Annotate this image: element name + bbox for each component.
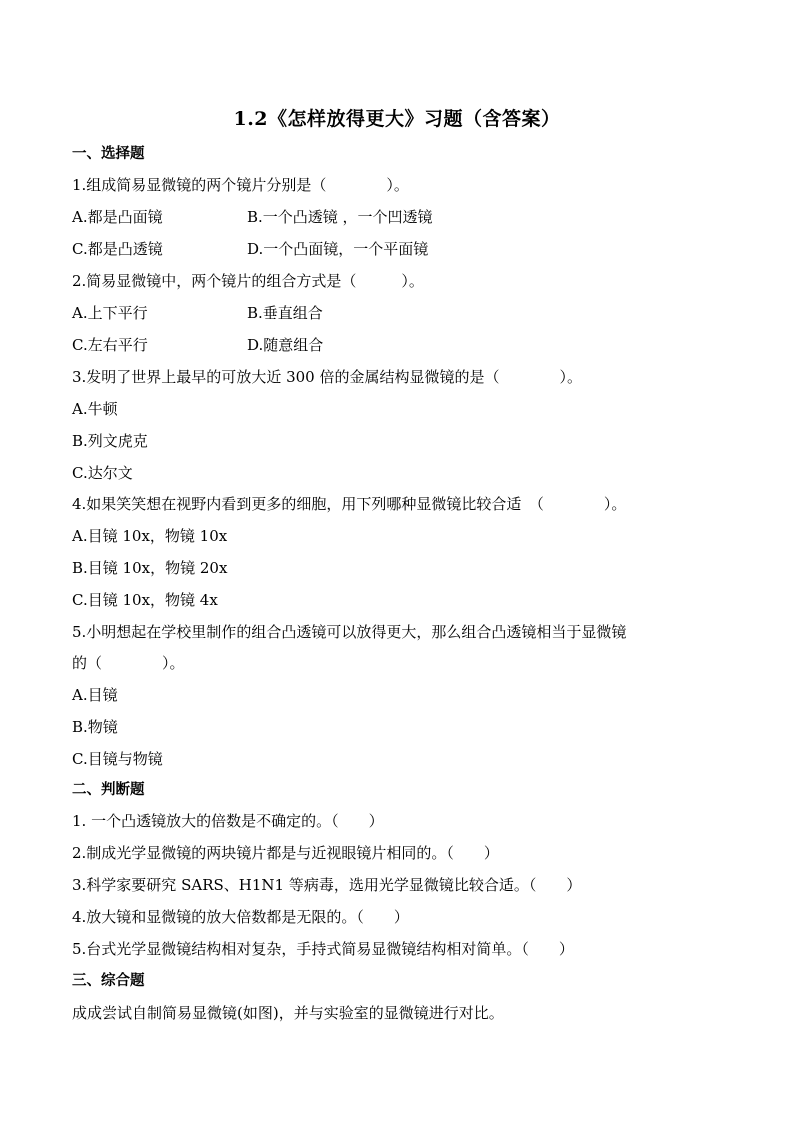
question-5-option-b: B.物镜 — [72, 718, 118, 736]
section-heading-judge: 二、判断题 — [72, 781, 145, 798]
question-1-option-a: A.都是凸面镜 — [72, 208, 163, 226]
question-4-option-b: B.目镜 10x，物镜 20x — [72, 559, 228, 577]
question-3-option-b: B.列文虎克 — [72, 432, 148, 450]
question-5-option-a: A.目镜 — [72, 686, 118, 704]
question-4-option-a: A.目镜 10x，物镜 10x — [72, 527, 228, 545]
judge-item-4: 4.放大镜和显微镜的放大倍数都是无限的。（ ） — [72, 908, 409, 926]
question-4-option-c: C.目镜 10x，物镜 4x — [72, 591, 218, 609]
question-2-stem: 2.简易显微镜中，两个镜片的组合方式是（ ）。 — [72, 272, 424, 290]
comprehensive-text: 成成尝试自制简易显微镜(如图)，并与实验室的显微镜进行对比。 — [72, 1004, 504, 1022]
question-1-option-c: C.都是凸透镜 — [72, 240, 163, 258]
question-5-option-c: C.目镜与物镜 — [72, 750, 163, 768]
question-1-option-d: D.一个凸面镜，一个平面镜 — [247, 240, 429, 258]
question-4-stem: 4.如果笑笑想在视野内看到更多的细胞，用下列哪种显微镜比较合适 （ ）。 — [72, 495, 627, 513]
question-1-stem: 1.组成简易显微镜的两个镜片分别是（ ）。 — [72, 176, 409, 194]
judge-item-3: 3.科学家要研究 SARS、H1N1 等病毒，选用光学显微镜比较合适。（ ） — [72, 876, 582, 894]
question-3-option-c: C.达尔文 — [72, 464, 133, 482]
section-heading-comprehensive: 三、综合题 — [72, 972, 145, 989]
question-3-option-a: A.牛顿 — [72, 400, 118, 418]
page-title: 1.2《怎样放得更大》习题（含答案） — [233, 108, 561, 130]
question-5-stem-line1: 5.小明想起在学校里制作的组合凸透镜可以放得更大，那么组合凸透镜相当于显微镜 — [72, 623, 627, 641]
judge-item-5: 5.台式光学显微镜结构相对复杂，手持式简易显微镜结构相对简单。（ ） — [72, 940, 574, 958]
question-1-option-b: B.一个凸透镜 ，一个凹透镜 — [247, 208, 433, 226]
question-2-option-c: C.左右平行 — [72, 336, 148, 354]
question-3-stem: 3.发明了世界上最早的可放大近 300 倍的金属结构显微镜的是（ ）。 — [72, 368, 582, 386]
question-2-option-b: B.垂直组合 — [247, 304, 323, 322]
judge-item-2: 2.制成光学显微镜的两块镜片都是与近视眼镜片相同的。（ ） — [72, 844, 499, 862]
section-heading-choice: 一、选择题 — [72, 145, 145, 162]
question-2-option-a: A.上下平行 — [72, 304, 148, 322]
question-2-option-d: D.随意组合 — [247, 336, 324, 354]
judge-item-1: 1. 一个凸透镜放大的倍数是不确定的。（ ） — [72, 812, 384, 830]
question-5-stem-line2: 的（ ）。 — [72, 654, 185, 672]
